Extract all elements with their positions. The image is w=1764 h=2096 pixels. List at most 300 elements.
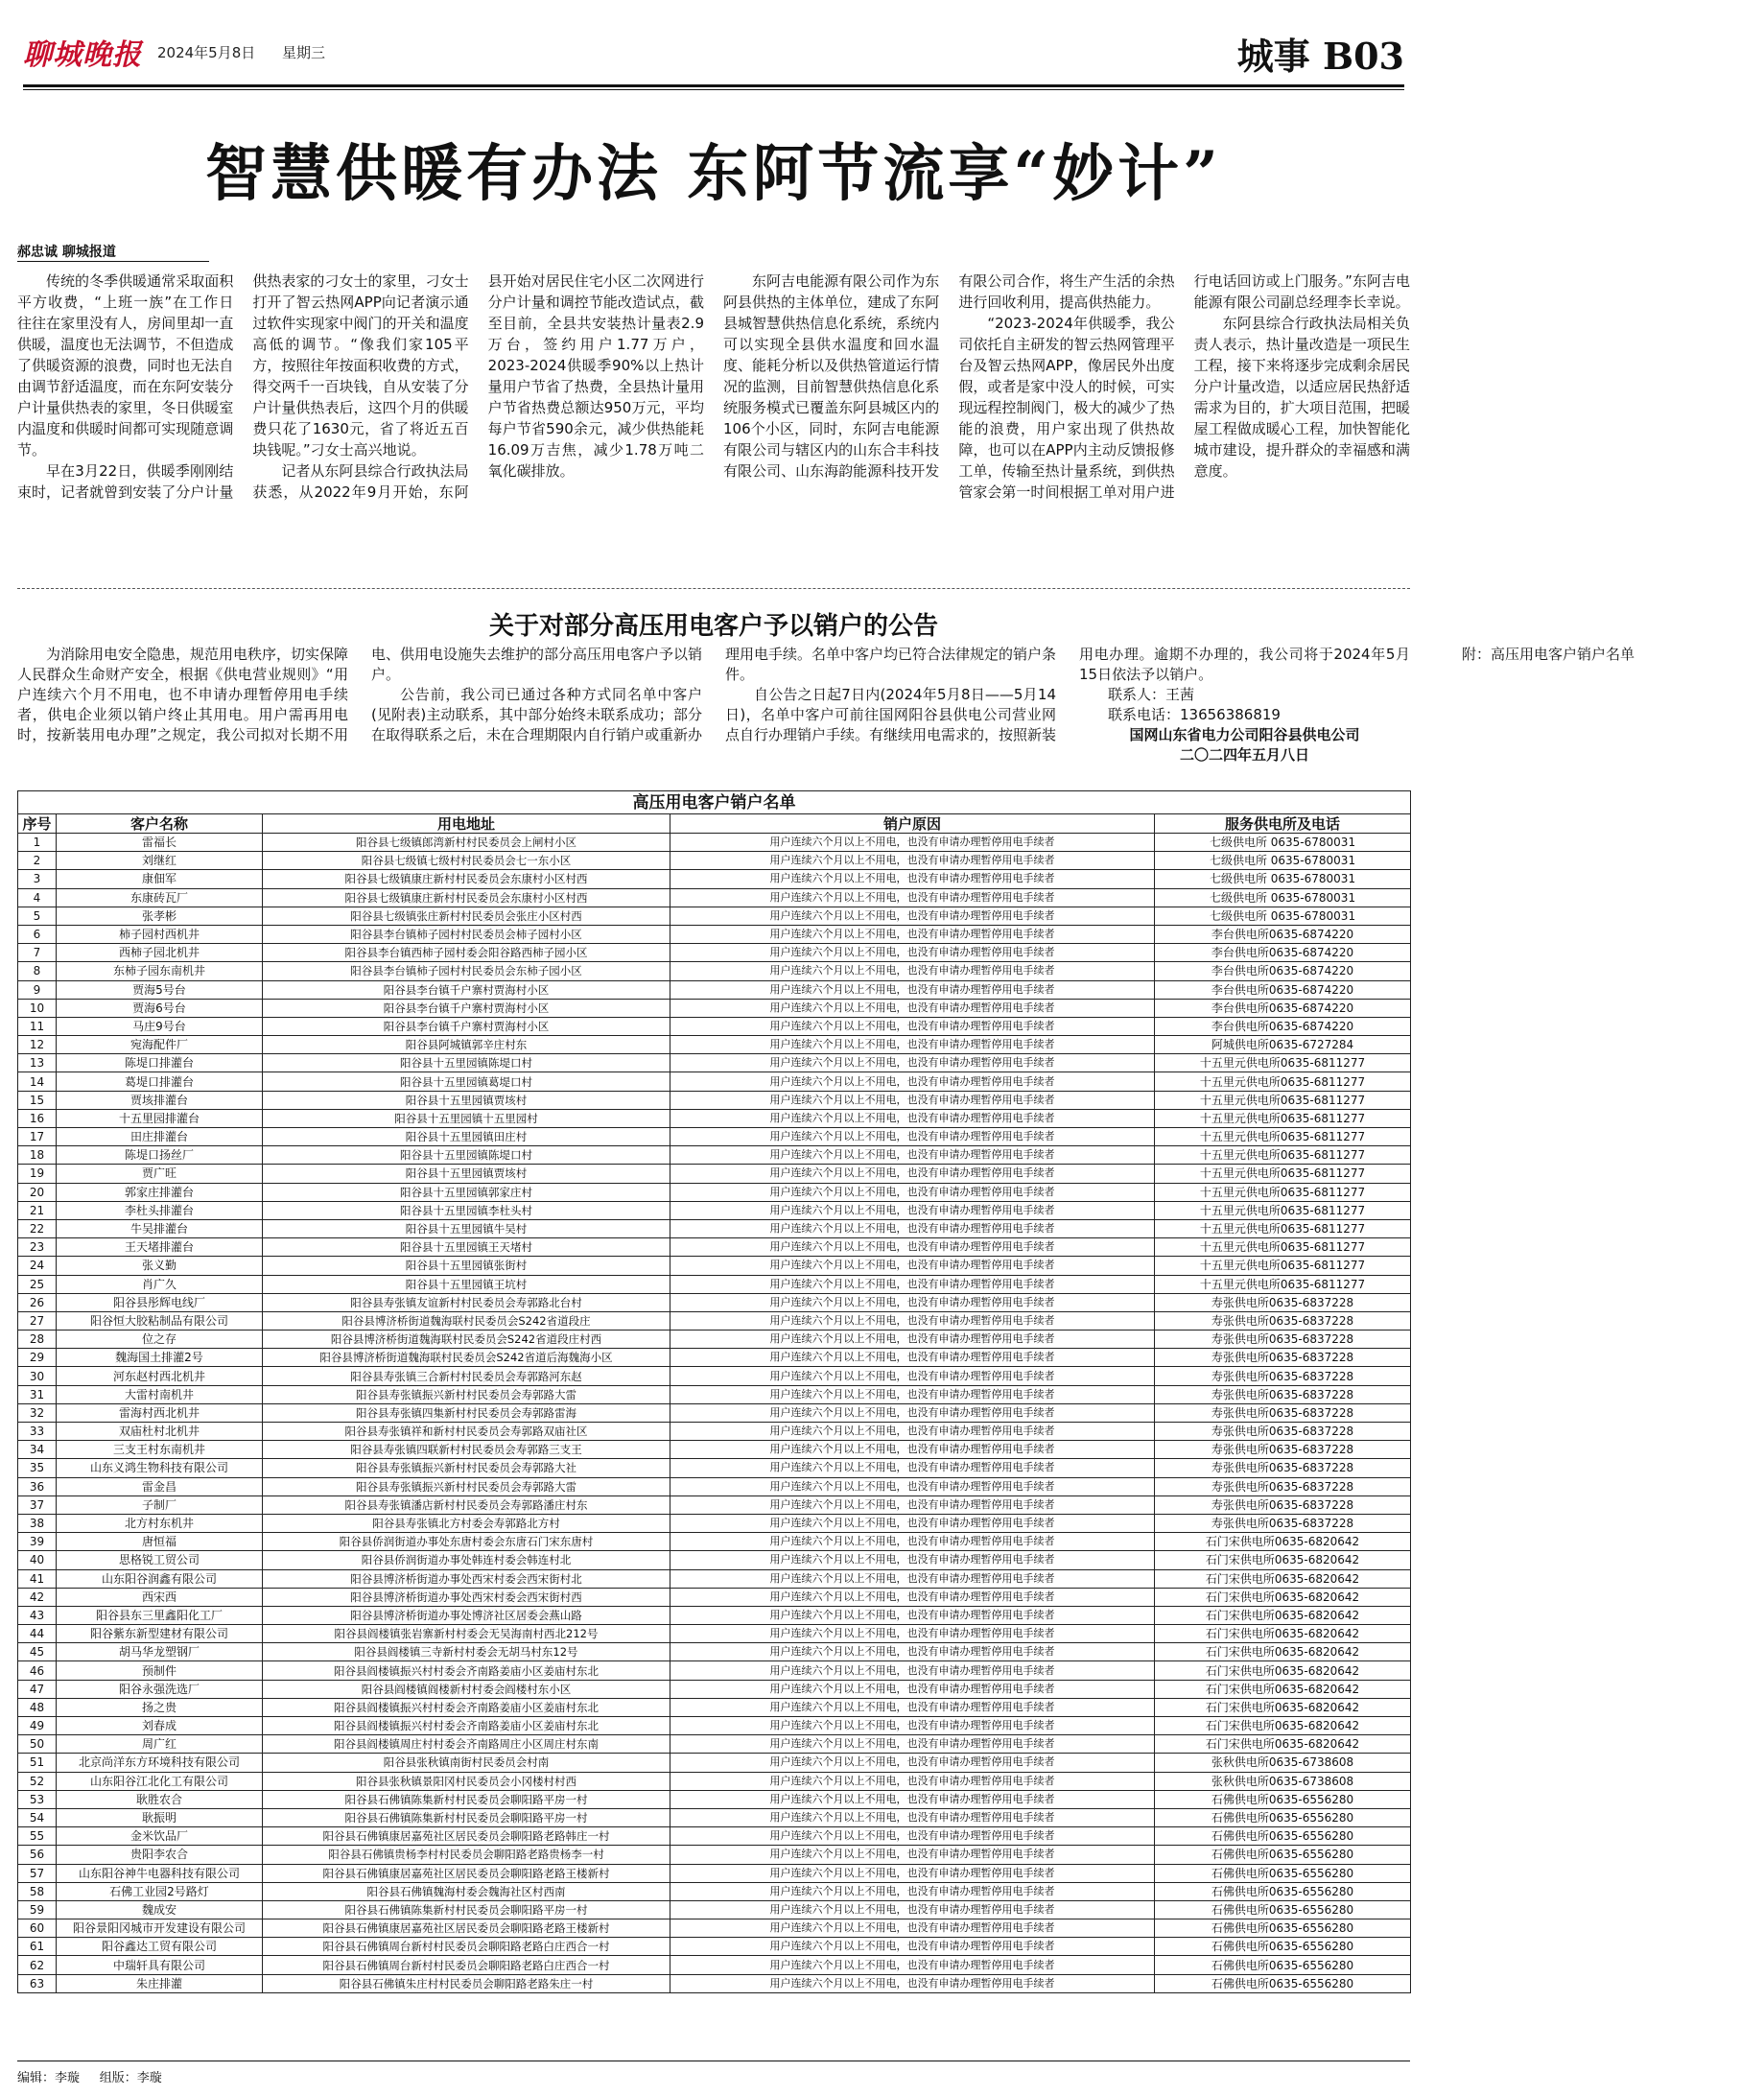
cell-service-office: 石佛供电所0635-6556280 bbox=[1155, 1919, 1411, 1938]
cell-customer-name: 北京尚洋东方环境科技有限公司 bbox=[57, 1754, 263, 1772]
cell-service-office: 石佛供电所0635-6556280 bbox=[1155, 1846, 1411, 1864]
article-paragraph: 记者从东阿县综合行政执法局获悉，从2022年9月开始，东阿县开始对居民住宅小区二次网进行分户计量和调控节能改造试点，截至目前，全县共安装热计量表2.9万台，签约用户1.77万户，2023-2024供暖季90%以上热计量用户节省了热费，全县热计量用户节省热费总额达950万元，平均每户节省590余元，减少供热能耗16.09万吉焦，减少1.78万吨二氧化碳排放。 bbox=[252, 272, 704, 501]
cell-customer-name: 西柿子园北机井 bbox=[57, 944, 263, 962]
cell-reason: 用户连续六个月以上不用电，也没有申请办理暂停用电手续者 bbox=[670, 907, 1155, 925]
cell-address: 阳谷县七级镇七级村村民委员会七一东小区 bbox=[263, 852, 670, 870]
article-paragraph: 东阿县综合行政执法局相关负责人表示，热计量改造是一项民生工程，接下来将逐步完成剩余居民分户计量改造，以适应居民热舒适需求为目的，扩大项目范围，把暖屋工程做成暖心工程，加快智能化城市建设，提升群众的幸福感和满意度。 bbox=[1193, 315, 1410, 480]
cell-service-office: 十五里元供电所0635-6811277 bbox=[1155, 1091, 1411, 1109]
table-row bbox=[18, 1072, 1411, 1091]
cell-customer-name: 耿胜农合 bbox=[57, 1790, 263, 1808]
cell-customer-name: 宛海配件厂 bbox=[57, 1036, 263, 1054]
cell-address: 阳谷县石佛镇陈集新村村民委员会聊阳路平房一村 bbox=[263, 1808, 670, 1826]
cell-customer-name: 雷海村西北机井 bbox=[57, 1403, 263, 1422]
cell-service-office: 石门宋供电所0635-6820642 bbox=[1155, 1698, 1411, 1716]
table-row bbox=[18, 1533, 1411, 1551]
table-row bbox=[18, 1846, 1411, 1864]
cell-address: 阳谷县阎楼镇张岩寨新村村委会无吴海南村西北212号 bbox=[263, 1625, 670, 1643]
cell-index: 58 bbox=[18, 1882, 57, 1900]
table-row bbox=[18, 1109, 1411, 1127]
cell-service-office: 十五里元供电所0635-6811277 bbox=[1155, 1219, 1411, 1237]
cell-address: 阳谷县石佛镇康居嘉苑社区居民委员会聊阳路老路韩庄一村 bbox=[263, 1827, 670, 1846]
cell-reason: 用户连续六个月以上不用电，也没有申请办理暂停用电手续者 bbox=[670, 1219, 1155, 1237]
cell-service-office: 十五里元供电所0635-6811277 bbox=[1155, 1238, 1411, 1257]
cell-address: 阳谷县石佛镇康居嘉苑社区居民委员会聊阳路老路王楼新村 bbox=[263, 1919, 670, 1938]
cell-index: 12 bbox=[18, 1036, 57, 1054]
cell-index: 47 bbox=[18, 1680, 57, 1698]
cell-reason: 用户连续六个月以上不用电，也没有申请办理暂停用电手续者 bbox=[670, 1495, 1155, 1514]
table-row bbox=[18, 1643, 1411, 1661]
cell-customer-name: 预制件 bbox=[57, 1661, 263, 1680]
cell-address: 阳谷县石佛镇陈集新村村民委员会聊阳路平房一村 bbox=[263, 1790, 670, 1808]
cell-service-office: 七级供电所 0635-6780031 bbox=[1155, 834, 1411, 852]
cell-address: 阳谷县李台镇柿子园村村民委员会东柿子园小区 bbox=[263, 962, 670, 980]
table-row bbox=[18, 999, 1411, 1017]
cell-service-office: 石门宋供电所0635-6820642 bbox=[1155, 1717, 1411, 1735]
table-row bbox=[18, 1441, 1411, 1459]
cell-index: 61 bbox=[18, 1938, 57, 1956]
cell-reason: 用户连续六个月以上不用电，也没有申请办理暂停用电手续者 bbox=[670, 1183, 1155, 1201]
cell-index: 30 bbox=[18, 1367, 57, 1385]
cell-index: 42 bbox=[18, 1588, 57, 1606]
cell-address: 阳谷县博济桥街道办事处博济社区居委会燕山路 bbox=[263, 1606, 670, 1624]
cell-customer-name: 东柿子园东南机井 bbox=[57, 962, 263, 980]
cell-service-office: 寿张供电所0635-6837228 bbox=[1155, 1495, 1411, 1514]
table-row bbox=[18, 1293, 1411, 1311]
cell-customer-name: 郭家庄排灌台 bbox=[57, 1183, 263, 1201]
cell-service-office: 七级供电所 0635-6780031 bbox=[1155, 852, 1411, 870]
cell-index: 45 bbox=[18, 1643, 57, 1661]
cell-service-office: 十五里元供电所0635-6811277 bbox=[1155, 1201, 1411, 1219]
account-table bbox=[17, 790, 1410, 1993]
cell-reason: 用户连续六个月以上不用电，也没有申请办理暂停用电手续者 bbox=[670, 1735, 1155, 1754]
col-header-name: 客户名称 bbox=[57, 814, 263, 834]
cell-reason: 用户连续六个月以上不用电，也没有申请办理暂停用电手续者 bbox=[670, 1790, 1155, 1808]
cell-customer-name: 柿子园村西机井 bbox=[57, 925, 263, 943]
cell-customer-name: 耿振明 bbox=[57, 1808, 263, 1826]
footer-layout: 组版：李璇 bbox=[99, 2071, 162, 2085]
cell-reason: 用户连续六个月以上不用电，也没有申请办理暂停用电手续者 bbox=[670, 1017, 1155, 1035]
cell-reason: 用户连续六个月以上不用电，也没有申请办理暂停用电手续者 bbox=[670, 1109, 1155, 1127]
cell-service-office: 石门宋供电所0635-6820642 bbox=[1155, 1606, 1411, 1624]
table-row bbox=[18, 1311, 1411, 1330]
cell-address: 阳谷县七级镇康庄新村村民委员会东康村小区村西 bbox=[263, 870, 670, 888]
cell-service-office: 十五里元供电所0635-6811277 bbox=[1155, 1109, 1411, 1127]
cell-address: 阳谷县阿城镇郭辛庄村东 bbox=[263, 1036, 670, 1054]
cell-index: 57 bbox=[18, 1864, 57, 1882]
cell-address: 阳谷县寿张镇振兴新村村民委员会寿郭路大社 bbox=[263, 1459, 670, 1477]
cell-service-office: 十五里元供电所0635-6811277 bbox=[1155, 1128, 1411, 1146]
cell-index: 36 bbox=[18, 1477, 57, 1495]
cell-customer-name: 李杜头排灌台 bbox=[57, 1201, 263, 1219]
cell-reason: 用户连续六个月以上不用电，也没有申请办理暂停用电手续者 bbox=[670, 1165, 1155, 1183]
cell-customer-name: 东康砖瓦厂 bbox=[57, 888, 263, 907]
cell-address: 阳谷县十五里园镇牛吴村 bbox=[263, 1219, 670, 1237]
cell-reason: 用户连续六个月以上不用电，也没有申请办理暂停用电手续者 bbox=[670, 1900, 1155, 1919]
cell-index: 9 bbox=[18, 980, 57, 999]
cell-index: 34 bbox=[18, 1441, 57, 1459]
cell-service-office: 七级供电所 0635-6780031 bbox=[1155, 907, 1411, 925]
table-row bbox=[18, 1477, 1411, 1495]
cell-index: 26 bbox=[18, 1293, 57, 1311]
table-row bbox=[18, 1459, 1411, 1477]
table-caption: 高压用电客户销户名单 bbox=[18, 791, 1411, 814]
cell-customer-name: 肖广久 bbox=[57, 1275, 263, 1293]
cell-service-office: 寿张供电所0635-6837228 bbox=[1155, 1367, 1411, 1385]
byline: 郝忠诚 聊城报道 bbox=[17, 245, 116, 260]
table-row bbox=[18, 1864, 1411, 1882]
cell-address: 阳谷县石佛镇陈集新村村民委员会聊阳路平房一村 bbox=[263, 1900, 670, 1919]
table-row bbox=[18, 1367, 1411, 1385]
cell-address: 阳谷县寿张镇四集新村村民委员会寿郭路雷海 bbox=[263, 1403, 670, 1422]
cell-reason: 用户连续六个月以上不用电，也没有申请办理暂停用电手续者 bbox=[670, 1606, 1155, 1624]
cell-customer-name: 北方村东机井 bbox=[57, 1514, 263, 1532]
cell-index: 19 bbox=[18, 1165, 57, 1183]
cell-reason: 用户连续六个月以上不用电，也没有申请办理暂停用电手续者 bbox=[670, 1054, 1155, 1072]
cell-customer-name: 河东赵村西北机井 bbox=[57, 1367, 263, 1385]
cell-index: 20 bbox=[18, 1183, 57, 1201]
cell-customer-name: 葛堤口排灌台 bbox=[57, 1072, 263, 1091]
table-row bbox=[18, 888, 1411, 907]
cell-customer-name: 石佛工业园2号路灯 bbox=[57, 1882, 263, 1900]
cell-customer-name: 西宋西 bbox=[57, 1588, 263, 1606]
cell-customer-name: 胡马华龙塑钢厂 bbox=[57, 1643, 263, 1661]
cell-reason: 用户连续六个月以上不用电，也没有申请办理暂停用电手续者 bbox=[670, 1311, 1155, 1330]
cell-service-office: 十五里元供电所0635-6811277 bbox=[1155, 1183, 1411, 1201]
table-row bbox=[18, 1495, 1411, 1514]
cell-service-office: 七级供电所 0635-6780031 bbox=[1155, 870, 1411, 888]
table-row bbox=[18, 1625, 1411, 1643]
cell-customer-name: 陈堤口扬丝厂 bbox=[57, 1146, 263, 1165]
article-paragraph: 东阿吉电能源有限公司作为东阿县供热的主体单位，建成了东阿县城智慧供热信息化系统，系统内可以实现全县供水温度和回水温度、能耗分析以及供热管道运行情况的监测，目前智慧供热信息化系统服务模式已覆盖东阿县城区内的106个小区，同时，东阿吉电能源有限公司与辖区内的山东合丰科技有限公司、山东海韵能源科技开发有限公司合作，将生产生活的余热进行回收利用，提高供热能力。 bbox=[722, 272, 1175, 480]
cell-service-office: 寿张供电所0635-6837228 bbox=[1155, 1293, 1411, 1311]
col-header-address: 用电地址 bbox=[263, 814, 670, 834]
cell-customer-name: 魏成安 bbox=[57, 1900, 263, 1919]
cell-reason: 用户连续六个月以上不用电，也没有申请办理暂停用电手续者 bbox=[670, 1403, 1155, 1422]
cell-index: 14 bbox=[18, 1072, 57, 1091]
notice-signature: 国网山东省电力公司阳谷县供电公司 bbox=[1129, 726, 1360, 743]
cell-address: 阳谷县博济桥街道办事处西宋村委会西宋街村北 bbox=[263, 1569, 670, 1588]
cell-reason: 用户连续六个月以上不用电，也没有申请办理暂停用电手续者 bbox=[670, 980, 1155, 999]
table-row bbox=[18, 1238, 1411, 1257]
table-row bbox=[18, 1717, 1411, 1735]
table-row bbox=[18, 1331, 1411, 1349]
table-row bbox=[18, 870, 1411, 888]
table-row bbox=[18, 1385, 1411, 1403]
cell-service-office: 石门宋供电所0635-6820642 bbox=[1155, 1735, 1411, 1754]
table-row bbox=[18, 944, 1411, 962]
col-header-service: 服务供电所及电话 bbox=[1155, 814, 1411, 834]
cell-index: 32 bbox=[18, 1403, 57, 1422]
cell-reason: 用户连续六个月以上不用电，也没有申请办理暂停用电手续者 bbox=[670, 1533, 1155, 1551]
table-row bbox=[18, 1827, 1411, 1846]
cell-reason: 用户连续六个月以上不用电，也没有申请办理暂停用电手续者 bbox=[670, 1257, 1155, 1275]
cell-address: 阳谷县十五里园镇王坑村 bbox=[263, 1275, 670, 1293]
table-row bbox=[18, 1146, 1411, 1165]
cell-address: 阳谷县十五里园镇贾垓村 bbox=[263, 1165, 670, 1183]
cell-customer-name: 双庙杜村北机井 bbox=[57, 1423, 263, 1441]
table-row bbox=[18, 1514, 1411, 1532]
cell-customer-name: 康佃军 bbox=[57, 870, 263, 888]
table-row bbox=[18, 852, 1411, 870]
cell-service-office: 李台供电所0635-6874220 bbox=[1155, 999, 1411, 1017]
cell-service-office: 十五里元供电所0635-6811277 bbox=[1155, 1072, 1411, 1091]
cell-reason: 用户连续六个月以上不用电，也没有申请办理暂停用电手续者 bbox=[670, 1827, 1155, 1846]
cell-address: 阳谷县石佛镇朱庄村村民委员会聊阳路老路朱庄一村 bbox=[263, 1974, 670, 1992]
cell-reason: 用户连续六个月以上不用电，也没有申请办理暂停用电手续者 bbox=[670, 1128, 1155, 1146]
cell-reason: 用户连续六个月以上不用电，也没有申请办理暂停用电手续者 bbox=[670, 1643, 1155, 1661]
cell-service-office: 石佛供电所0635-6556280 bbox=[1155, 1974, 1411, 1992]
cell-index: 51 bbox=[18, 1754, 57, 1772]
cell-address: 阳谷县十五里园镇田庄村 bbox=[263, 1128, 670, 1146]
cell-address: 阳谷县寿张镇祥和新村村民委员会寿郭路双庙社区 bbox=[263, 1423, 670, 1441]
notice-phone: 联系电话：13656386819 bbox=[1108, 706, 1281, 723]
page-footer bbox=[17, 2067, 162, 2085]
cell-address: 阳谷县博济桥街道魏海联村民委员会S242省道段庄村西 bbox=[263, 1331, 670, 1349]
cell-reason: 用户连续六个月以上不用电，也没有申请办理暂停用电手续者 bbox=[670, 1367, 1155, 1385]
table-row bbox=[18, 1754, 1411, 1772]
cell-index: 56 bbox=[18, 1846, 57, 1864]
col-header-reason: 销户原因 bbox=[670, 814, 1155, 834]
cell-address: 阳谷县寿张镇友谊新村村民委员会寿郭路北台村 bbox=[263, 1293, 670, 1311]
table-row bbox=[18, 1956, 1411, 1974]
cell-index: 63 bbox=[18, 1974, 57, 1992]
cell-customer-name: 贾垓排灌台 bbox=[57, 1091, 263, 1109]
cell-index: 62 bbox=[18, 1956, 57, 1974]
cell-service-office: 寿张供电所0635-6837228 bbox=[1155, 1331, 1411, 1349]
cell-customer-name: 牛吴排灌台 bbox=[57, 1219, 263, 1237]
cell-service-office: 张秋供电所0635-6738608 bbox=[1155, 1754, 1411, 1772]
table-row bbox=[18, 1974, 1411, 1992]
cell-index: 11 bbox=[18, 1017, 57, 1035]
table-row bbox=[18, 1275, 1411, 1293]
cell-customer-name: 雷金昌 bbox=[57, 1477, 263, 1495]
cell-address: 阳谷县石佛镇贵杨李村村民委员会聊阳路老路贵杨李一村 bbox=[263, 1846, 670, 1864]
cell-reason: 用户连续六个月以上不用电，也没有申请办理暂停用电手续者 bbox=[670, 1956, 1155, 1974]
cell-service-office: 李台供电所0635-6874220 bbox=[1155, 925, 1411, 943]
cell-index: 35 bbox=[18, 1459, 57, 1477]
cell-index: 40 bbox=[18, 1551, 57, 1569]
notice-paragraph: 公告前，我公司已通过各种方式同名单中客户(见附表)主动联系，其中部分始终未联系成功；部分在取得联系之后，未在合理期限内自行销户或重新办理用电手续。名单中客户均已符合法律规定的销户条件。 bbox=[371, 646, 1057, 743]
cell-address: 阳谷县阎楼镇振兴村村委会齐南路姜庙小区姜庙村东北 bbox=[263, 1717, 670, 1735]
cell-service-office: 七级供电所 0635-6780031 bbox=[1155, 888, 1411, 907]
cell-index: 41 bbox=[18, 1569, 57, 1588]
cell-reason: 用户连续六个月以上不用电，也没有申请办理暂停用电手续者 bbox=[670, 1441, 1155, 1459]
cell-address: 阳谷县寿张镇北方村委会寿郭路北方村 bbox=[263, 1514, 670, 1532]
cell-service-office: 石佛供电所0635-6556280 bbox=[1155, 1956, 1411, 1974]
cell-customer-name: 十五里园排灌台 bbox=[57, 1109, 263, 1127]
article-paragraph: 早在3月22日，供暖季刚刚结束时，记者就曾到安装了分户计量供热表家的刁女士的家里，刁女士打开了智云热网APP向记者演示通过软件实现家中阀门的开关和温度高低的调节。“像我们家105平方，按照往年按面积收费的方式，得交两千一百块钱，自从安装了分户计量供热表后，这四个月的供暖费只花了1630元，省了将近五百块钱呢。”刁女士高兴地说。 bbox=[17, 272, 469, 501]
table-row bbox=[18, 1091, 1411, 1109]
cell-reason: 用户连续六个月以上不用电，也没有申请办理暂停用电手续者 bbox=[670, 1385, 1155, 1403]
cell-address: 阳谷县寿张镇三合新村村民委员会寿郭路河东赵 bbox=[263, 1367, 670, 1385]
cell-customer-name: 山东义鸿生物科技有限公司 bbox=[57, 1459, 263, 1477]
cell-index: 3 bbox=[18, 870, 57, 888]
cell-service-office: 石佛供电所0635-6556280 bbox=[1155, 1900, 1411, 1919]
cell-customer-name: 田庄排灌台 bbox=[57, 1128, 263, 1146]
cell-reason: 用户连续六个月以上不用电，也没有申请办理暂停用电手续者 bbox=[670, 1717, 1155, 1735]
cell-address: 阳谷县阎楼镇三寺新村村委会无胡马村东12号 bbox=[263, 1643, 670, 1661]
cell-reason: 用户连续六个月以上不用电，也没有申请办理暂停用电手续者 bbox=[670, 1238, 1155, 1257]
footer-editor: 编辑：李璇 bbox=[17, 2071, 81, 2085]
cell-service-office: 李台供电所0635-6874220 bbox=[1155, 944, 1411, 962]
table-row bbox=[18, 1569, 1411, 1588]
article-paragraph: “2023-2024年供暖季，我公司依托自主研发的智云热网管理平台及智云热网APP，像居民外出度假，或者是家中没人的时候，可实现远程控制阀门，极大的减少了热能的浪费，用户家出现了供热故障，也可以在APP内主动反馈报修工单，传输至热计量系统，到供热管家会第一时间根据工单对用户进行电话回访或上门服务。”东阿吉电能源有限公司副总经理李长幸说。 bbox=[958, 272, 1410, 501]
cell-index: 1 bbox=[18, 834, 57, 852]
cell-address: 阳谷县石佛镇魏海村委会魏海社区村西南 bbox=[263, 1882, 670, 1900]
cell-reason: 用户连续六个月以上不用电，也没有申请办理暂停用电手续者 bbox=[670, 1772, 1155, 1790]
cell-reason: 用户连续六个月以上不用电，也没有申请办理暂停用电手续者 bbox=[670, 1091, 1155, 1109]
cell-index: 5 bbox=[18, 907, 57, 925]
cell-customer-name: 位之存 bbox=[57, 1331, 263, 1349]
cell-index: 43 bbox=[18, 1606, 57, 1624]
cell-customer-name: 魏海国土排灌2号 bbox=[57, 1349, 263, 1367]
cell-address: 阳谷县寿张镇潘店新村村民委员会寿郭路潘庄村东 bbox=[263, 1495, 670, 1514]
cell-service-office: 石门宋供电所0635-6820642 bbox=[1155, 1533, 1411, 1551]
cell-address: 阳谷县李台镇千户寨村贾海村小区 bbox=[263, 1017, 670, 1035]
cell-address: 阳谷县十五里园镇陈堤口村 bbox=[263, 1054, 670, 1072]
cell-reason: 用户连续六个月以上不用电，也没有申请办理暂停用电手续者 bbox=[670, 1477, 1155, 1495]
cell-customer-name: 扬之贵 bbox=[57, 1698, 263, 1716]
cell-customer-name: 刘春成 bbox=[57, 1717, 263, 1735]
table-row bbox=[18, 925, 1411, 943]
cell-customer-name: 周广红 bbox=[57, 1735, 263, 1754]
cell-index: 10 bbox=[18, 999, 57, 1017]
cell-index: 55 bbox=[18, 1827, 57, 1846]
cell-customer-name: 贾海6号台 bbox=[57, 999, 263, 1017]
cell-index: 50 bbox=[18, 1735, 57, 1754]
section-label: 城事 B03 bbox=[1236, 35, 1404, 78]
cell-reason: 用户连续六个月以上不用电，也没有申请办理暂停用电手续者 bbox=[670, 1754, 1155, 1772]
cell-address: 阳谷县十五里园镇陈堤口村 bbox=[263, 1146, 670, 1165]
cell-customer-name: 陈堤口排灌台 bbox=[57, 1054, 263, 1072]
cell-reason: 用户连续六个月以上不用电，也没有申请办理暂停用电手续者 bbox=[670, 1698, 1155, 1716]
cell-reason: 用户连续六个月以上不用电，也没有申请办理暂停用电手续者 bbox=[670, 1808, 1155, 1826]
cell-address: 阳谷县石佛镇康居嘉苑社区居民委员会聊阳路老路王楼新村 bbox=[263, 1864, 670, 1882]
cell-address: 阳谷县十五里园镇张街村 bbox=[263, 1257, 670, 1275]
table-row bbox=[18, 1938, 1411, 1956]
cell-index: 54 bbox=[18, 1808, 57, 1826]
notice-attachment: 附：高压用电客户销户名单 bbox=[1462, 646, 1635, 663]
cell-reason: 用户连续六个月以上不用电，也没有申请办理暂停用电手续者 bbox=[670, 1275, 1155, 1293]
table-row bbox=[18, 1017, 1411, 1035]
notice-paragraph: 为消除用电安全隐患，规范用电秩序，切实保障人民群众生命财产安全，根据《供电营业规则》“用户连续六个月不用电，也不申请办理暂停用电手续者，供电企业须以销户终止其用电。用户需再用电时，按新装用电办理”之规定，我公司拟对长期不用电、供用电设施失去维护的部分高压用电客户予以销户。 bbox=[17, 646, 703, 743]
cell-index: 37 bbox=[18, 1495, 57, 1514]
cell-index: 7 bbox=[18, 944, 57, 962]
cell-service-office: 石门宋供电所0635-6820642 bbox=[1155, 1625, 1411, 1643]
cell-customer-name: 子制厂 bbox=[57, 1495, 263, 1514]
cell-service-office: 十五里元供电所0635-6811277 bbox=[1155, 1165, 1411, 1183]
cell-customer-name: 张孝彬 bbox=[57, 907, 263, 925]
cell-address: 阳谷县七级镇张庄新村村民委员会张庄小区村西 bbox=[263, 907, 670, 925]
table-row bbox=[18, 1698, 1411, 1716]
cell-address: 阳谷县侨润街道办事处韩连村委会韩连村北 bbox=[263, 1551, 670, 1569]
cell-address: 阳谷县石佛镇周台新村村民委员会聊阳路老路白庄西合一村 bbox=[263, 1956, 670, 1974]
cell-service-office: 李台供电所0635-6874220 bbox=[1155, 1017, 1411, 1035]
table-row bbox=[18, 962, 1411, 980]
cell-service-office: 寿张供电所0635-6837228 bbox=[1155, 1441, 1411, 1459]
cell-reason: 用户连续六个月以上不用电，也没有申请办理暂停用电手续者 bbox=[670, 1201, 1155, 1219]
cell-service-office: 石佛供电所0635-6556280 bbox=[1155, 1808, 1411, 1826]
cell-customer-name: 刘继红 bbox=[57, 852, 263, 870]
cell-address: 阳谷县李台镇千户寨村贾海村小区 bbox=[263, 980, 670, 999]
cell-address: 阳谷县十五里园镇十五里园村 bbox=[263, 1109, 670, 1127]
cell-address: 阳谷县博济桥街道魏海联村民委员会S242省道段庄 bbox=[263, 1311, 670, 1330]
cell-customer-name: 王天堵排灌台 bbox=[57, 1238, 263, 1257]
article-body bbox=[17, 271, 1410, 577]
cell-reason: 用户连续六个月以上不用电，也没有申请办理暂停用电手续者 bbox=[670, 1625, 1155, 1643]
cell-address: 阳谷县博济桥街道魏海联村民委员会S242省道后海魏海小区 bbox=[263, 1349, 670, 1367]
cell-index: 48 bbox=[18, 1698, 57, 1716]
cell-index: 2 bbox=[18, 852, 57, 870]
table-row bbox=[18, 1661, 1411, 1680]
cell-address: 阳谷县寿张镇四联新村村民委员会寿郭路三支王 bbox=[263, 1441, 670, 1459]
cell-customer-name: 阳谷永强洗选厂 bbox=[57, 1680, 263, 1698]
cell-service-office: 石佛供电所0635-6556280 bbox=[1155, 1882, 1411, 1900]
cell-service-office: 寿张供电所0635-6837228 bbox=[1155, 1349, 1411, 1367]
cell-service-office: 石佛供电所0635-6556280 bbox=[1155, 1827, 1411, 1846]
cell-address: 阳谷县博济桥街道办事处西宋村委会西宋街村西 bbox=[263, 1588, 670, 1606]
cell-service-office: 石佛供电所0635-6556280 bbox=[1155, 1864, 1411, 1882]
cell-customer-name: 雷福长 bbox=[57, 834, 263, 852]
cell-reason: 用户连续六个月以上不用电，也没有申请办理暂停用电手续者 bbox=[670, 999, 1155, 1017]
table-row bbox=[18, 1349, 1411, 1367]
cell-index: 24 bbox=[18, 1257, 57, 1275]
cell-address: 阳谷县十五里园镇葛堤口村 bbox=[263, 1072, 670, 1091]
cell-index: 25 bbox=[18, 1275, 57, 1293]
cell-index: 59 bbox=[18, 1900, 57, 1919]
article-paragraph: 传统的冬季供暖通常采取面积平方收费，“上班一族”在工作日往往在家里没有人，房间里却一直供暖，温度也无法调节，不但造成了供暖资源的浪费，同时也无法自由调节舒适温度，而在东阿安装分户计量供热表的家里，冬日供暖室内温度和供暖时间都可实现随意调节。 bbox=[17, 272, 234, 459]
cell-index: 13 bbox=[18, 1054, 57, 1072]
table-row bbox=[18, 1219, 1411, 1237]
cell-address: 阳谷县张秋镇景阳冈村民委员会小冈楼村村西 bbox=[263, 1772, 670, 1790]
notice-title: 关于对部分高压用电客户予以销户的公告 bbox=[488, 612, 938, 641]
cell-reason: 用户连续六个月以上不用电，也没有申请办理暂停用电手续者 bbox=[670, 1514, 1155, 1532]
cell-address: 阳谷县十五里园镇郭家庄村 bbox=[263, 1183, 670, 1201]
cell-service-office: 十五里元供电所0635-6811277 bbox=[1155, 1054, 1411, 1072]
cell-address: 阳谷县李台镇柿子园村村民委员会柿子园村小区 bbox=[263, 925, 670, 943]
cell-customer-name: 唐恒福 bbox=[57, 1533, 263, 1551]
cell-service-office: 十五里元供电所0635-6811277 bbox=[1155, 1275, 1411, 1293]
cell-address: 阳谷县阎楼镇振兴村村委会齐南路姜庙小区姜庙村东北 bbox=[263, 1698, 670, 1716]
table-row bbox=[18, 907, 1411, 925]
cell-index: 38 bbox=[18, 1514, 57, 1532]
cell-address: 阳谷县七级镇郎湾新村村民委员会上闸村小区 bbox=[263, 834, 670, 852]
table-row bbox=[18, 1606, 1411, 1624]
cell-index: 6 bbox=[18, 925, 57, 943]
cell-reason: 用户连续六个月以上不用电，也没有申请办理暂停用电手续者 bbox=[670, 1588, 1155, 1606]
cell-reason: 用户连续六个月以上不用电，也没有申请办理暂停用电手续者 bbox=[670, 962, 1155, 980]
table-row bbox=[18, 1808, 1411, 1826]
cell-index: 15 bbox=[18, 1091, 57, 1109]
cell-index: 16 bbox=[18, 1109, 57, 1127]
cell-service-office: 张秋供电所0635-6738608 bbox=[1155, 1772, 1411, 1790]
cell-service-office: 十五里元供电所0635-6811277 bbox=[1155, 1257, 1411, 1275]
cell-index: 17 bbox=[18, 1128, 57, 1146]
cell-address: 阳谷县寿张镇振兴新村村民委员会寿郭路大雷 bbox=[263, 1477, 670, 1495]
cell-customer-name: 思格锐工贸公司 bbox=[57, 1551, 263, 1569]
cell-service-office: 寿张供电所0635-6837228 bbox=[1155, 1477, 1411, 1495]
cell-service-office: 寿张供电所0635-6837228 bbox=[1155, 1311, 1411, 1330]
cell-address: 阳谷县寿张镇振兴新村村民委员会寿郭路大雷 bbox=[263, 1385, 670, 1403]
cell-index: 29 bbox=[18, 1349, 57, 1367]
cell-customer-name: 张义勤 bbox=[57, 1257, 263, 1275]
cell-index: 23 bbox=[18, 1238, 57, 1257]
masthead-logo: 聊城晚报 bbox=[23, 38, 142, 72]
cell-index: 27 bbox=[18, 1311, 57, 1330]
table-row bbox=[18, 834, 1411, 852]
section-divider bbox=[17, 588, 1410, 589]
cell-index: 33 bbox=[18, 1423, 57, 1441]
